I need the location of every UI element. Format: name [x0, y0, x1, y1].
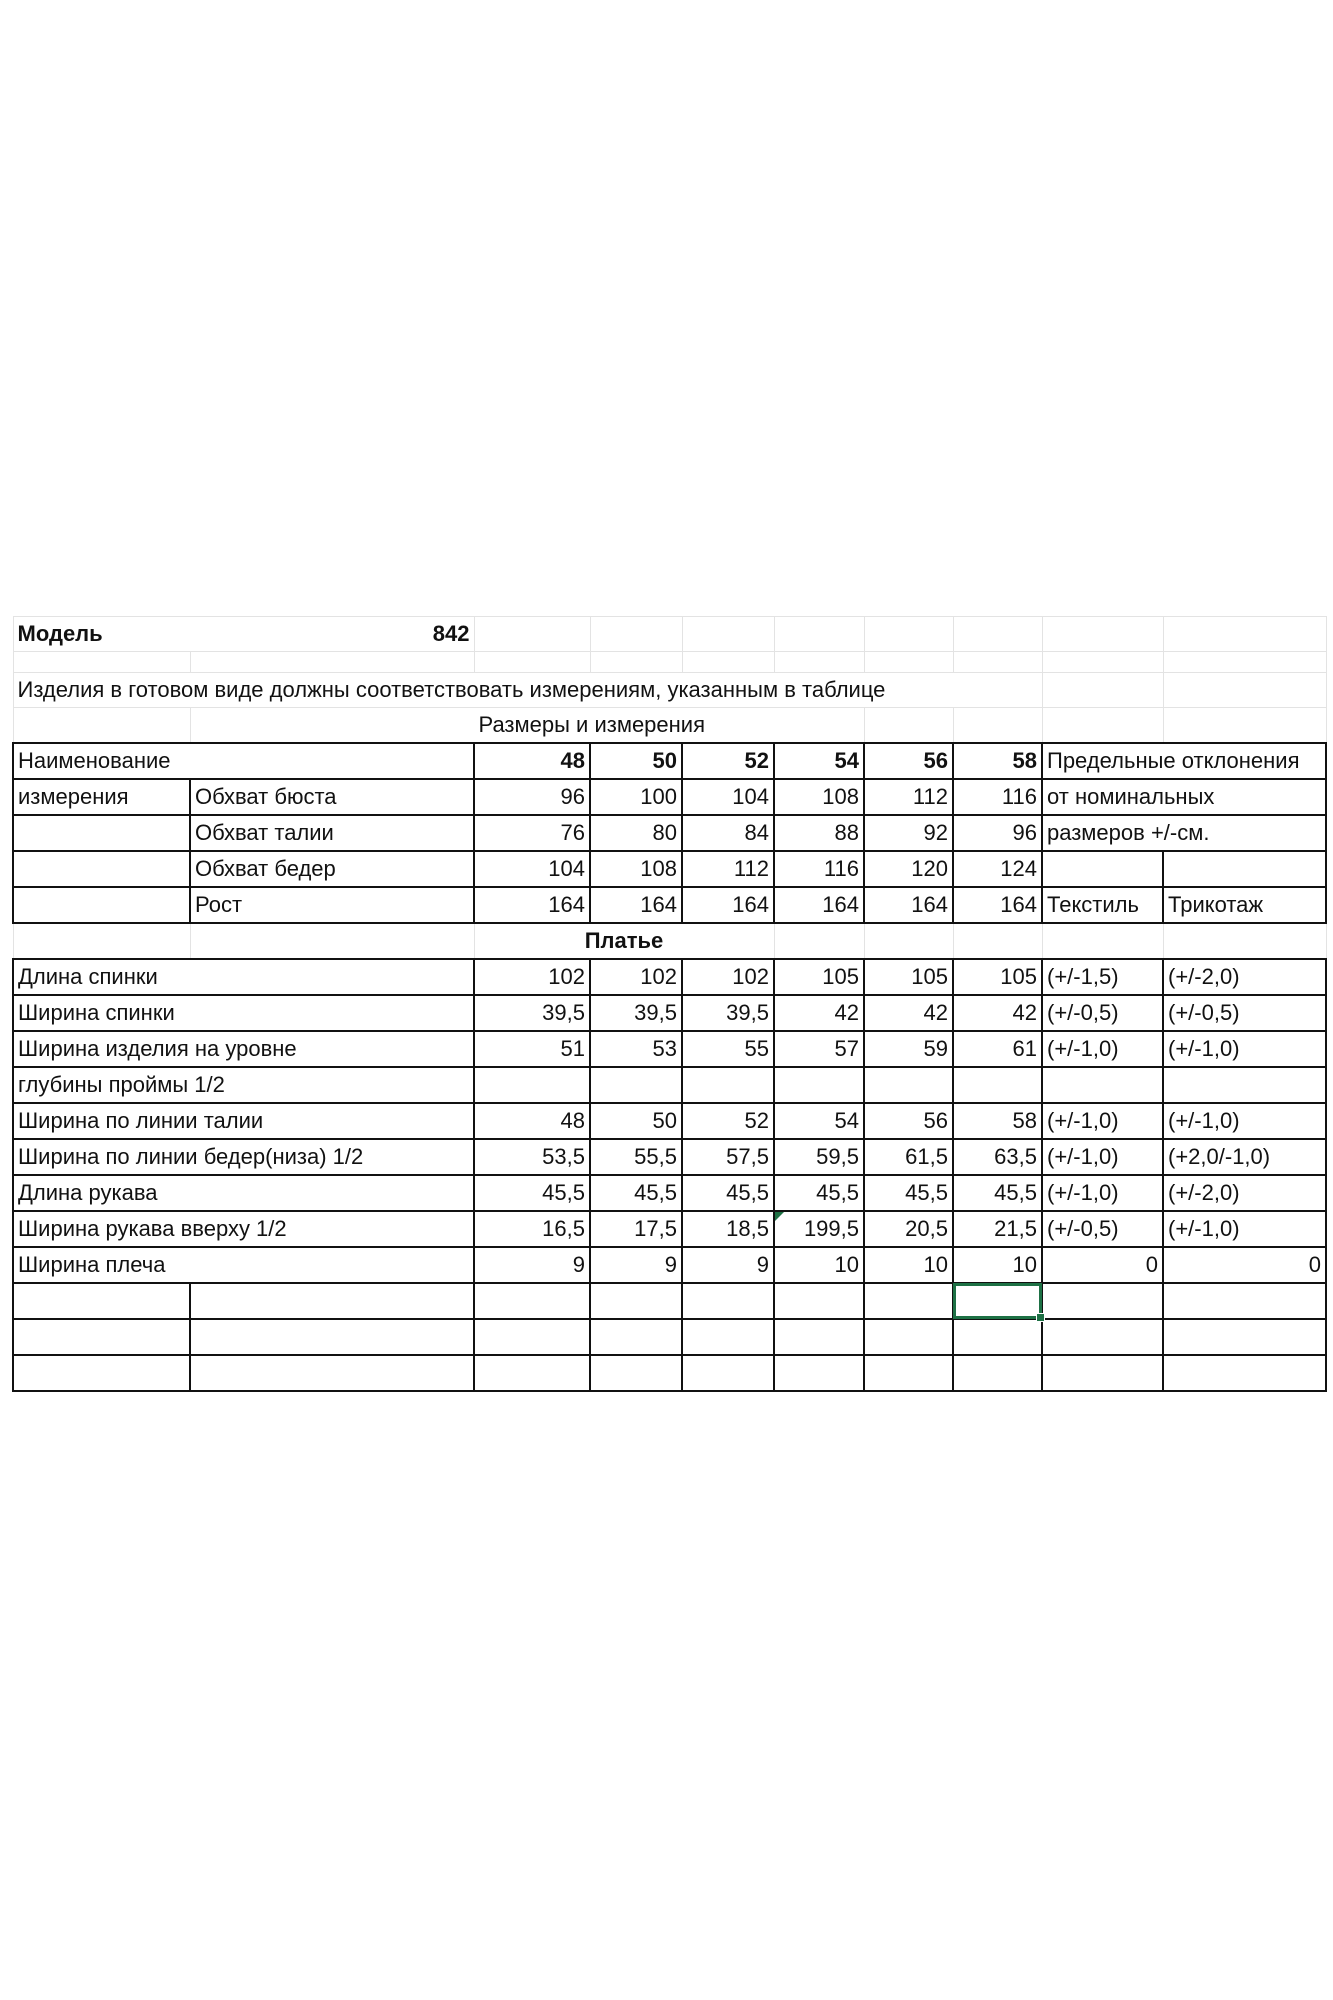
value-cell[interactable]: [953, 1067, 1042, 1103]
name-label-2[interactable]: измерения: [13, 779, 190, 815]
value-cell[interactable]: 39,5: [590, 995, 682, 1031]
cell[interactable]: [1042, 1319, 1163, 1355]
value-cell[interactable]: 17,5: [590, 1211, 682, 1247]
value-cell[interactable]: 39,5: [682, 995, 774, 1031]
cell[interactable]: [1042, 617, 1163, 652]
value-cell[interactable]: 45,5: [774, 1175, 864, 1211]
cell[interactable]: [590, 617, 682, 652]
size-54[interactable]: 54: [774, 743, 864, 779]
value-cell[interactable]: 20,5: [864, 1211, 953, 1247]
cell[interactable]: [590, 1319, 682, 1355]
cell[interactable]: [13, 708, 190, 744]
cell[interactable]: [864, 652, 953, 673]
cell[interactable]: [682, 652, 774, 673]
product-title[interactable]: Платье: [474, 923, 774, 959]
cell[interactable]: [474, 1355, 590, 1391]
cell[interactable]: [474, 1319, 590, 1355]
cell[interactable]: [864, 1355, 953, 1391]
cell[interactable]: [864, 1319, 953, 1355]
name-label[interactable]: Наименование: [13, 743, 190, 779]
value-cell[interactable]: 112: [682, 851, 774, 887]
value-cell-flagged[interactable]: 199,5: [774, 1211, 864, 1247]
value-cell[interactable]: 164: [864, 887, 953, 923]
value-cell[interactable]: 18,5: [682, 1211, 774, 1247]
value-cell[interactable]: 42: [953, 995, 1042, 1031]
value-cell[interactable]: [864, 1067, 953, 1103]
cell[interactable]: [13, 652, 190, 673]
product-row-label[interactable]: Ширина по линии бедер(низа) 1/2: [13, 1139, 474, 1175]
value-cell[interactable]: 59,5: [774, 1139, 864, 1175]
value-cell[interactable]: 102: [474, 959, 590, 995]
cell[interactable]: [190, 1319, 474, 1355]
cell[interactable]: [13, 1319, 190, 1355]
model-row: [13, 617, 1326, 652]
value-cell[interactable]: 164: [774, 887, 864, 923]
cell[interactable]: [1163, 1283, 1326, 1319]
model-value[interactable]: 842: [190, 617, 474, 652]
cell[interactable]: [953, 1319, 1042, 1355]
product-row-label[interactable]: Ширина по линии талии: [13, 1103, 474, 1139]
value-cell[interactable]: 63,5: [953, 1139, 1042, 1175]
intro-text[interactable]: Изделия в готовом виде должны соответствовать измерениям, указанным в таблице: [13, 673, 1042, 708]
cell[interactable]: [590, 1355, 682, 1391]
cell[interactable]: [953, 923, 1042, 959]
cell[interactable]: [1042, 708, 1163, 744]
size-52[interactable]: 52: [682, 743, 774, 779]
cell[interactable]: [1163, 923, 1326, 959]
value-cell[interactable]: 105: [953, 959, 1042, 995]
value-cell[interactable]: 9: [590, 1247, 682, 1283]
cell[interactable]: [864, 708, 953, 744]
knit-tolerance[interactable]: (+/-1,0): [1163, 1211, 1326, 1247]
textile-tolerance[interactable]: (+/-1,0): [1042, 1139, 1163, 1175]
cell[interactable]: [13, 1355, 190, 1391]
cell[interactable]: [774, 1283, 864, 1319]
product-row: [13, 1067, 1326, 1103]
cell[interactable]: [13, 1283, 190, 1319]
textile-tolerance[interactable]: (+/-0,5): [1042, 995, 1163, 1031]
textile-tolerance[interactable]: 0: [1042, 1247, 1163, 1283]
textile-tolerance[interactable]: (+/-1,0): [1042, 1031, 1163, 1067]
cell[interactable]: [1042, 851, 1163, 887]
cell[interactable]: [864, 1283, 953, 1319]
product-row: [13, 1247, 1326, 1283]
product-row: [13, 1175, 1326, 1211]
section-title-row: [13, 708, 1326, 744]
knit-tolerance[interactable]: 0: [1163, 1247, 1326, 1283]
value-cell[interactable]: 53,5: [474, 1139, 590, 1175]
product-row-label[interactable]: глубины проймы 1/2: [13, 1067, 474, 1103]
value-cell[interactable]: 59: [864, 1031, 953, 1067]
value-cell[interactable]: 56: [864, 1103, 953, 1139]
value-cell[interactable]: 9: [474, 1247, 590, 1283]
cell[interactable]: [1163, 708, 1326, 744]
cell[interactable]: [190, 1247, 474, 1283]
cell[interactable]: [1042, 652, 1163, 673]
cell[interactable]: [13, 887, 190, 923]
value-cell[interactable]: 105: [864, 959, 953, 995]
cell[interactable]: [1163, 652, 1326, 673]
intro-row: [13, 673, 1326, 708]
value-cell[interactable]: 76: [474, 815, 590, 851]
knit-tolerance[interactable]: (+/-1,0): [1163, 1031, 1326, 1067]
product-title-row: [13, 923, 1326, 959]
value-cell[interactable]: 92: [864, 815, 953, 851]
value-cell[interactable]: 104: [682, 779, 774, 815]
value-cell[interactable]: 100: [590, 779, 682, 815]
knit-tolerance[interactable]: [1163, 1067, 1326, 1103]
cell[interactable]: [474, 1283, 590, 1319]
value-cell[interactable]: 116: [774, 851, 864, 887]
product-row: [13, 1103, 1326, 1139]
value-cell[interactable]: 10: [953, 1247, 1042, 1283]
section-title[interactable]: Размеры и измерения: [474, 708, 864, 744]
cell[interactable]: [590, 652, 682, 673]
body-row-label[interactable]: Обхват бюста: [190, 779, 474, 815]
cell[interactable]: [190, 1355, 474, 1391]
body-row: [13, 779, 1326, 815]
knit-tolerance[interactable]: (+/-0,5): [1163, 995, 1326, 1031]
knit-tolerance[interactable]: (+/-2,0): [1163, 959, 1326, 995]
empty-row: [13, 1355, 1326, 1391]
cell[interactable]: [682, 1319, 774, 1355]
cell[interactable]: [774, 923, 864, 959]
cell[interactable]: [864, 617, 953, 652]
body-row-label[interactable]: Рост: [190, 887, 474, 923]
value-cell[interactable]: 164: [953, 887, 1042, 923]
value-cell[interactable]: 45,5: [864, 1175, 953, 1211]
cell[interactable]: [682, 617, 774, 652]
value-cell[interactable]: 42: [864, 995, 953, 1031]
value-cell[interactable]: 52: [682, 1103, 774, 1139]
knit-tolerance[interactable]: (+/-1,0): [1163, 1103, 1326, 1139]
value-cell[interactable]: 50: [590, 1103, 682, 1139]
cell[interactable]: [1163, 1355, 1326, 1391]
body-row-label[interactable]: Обхват талии: [190, 815, 474, 851]
size-48[interactable]: 48: [474, 743, 590, 779]
tolerance-header-3[interactable]: размеров +/-см.: [1042, 815, 1326, 851]
product-row-label[interactable]: Ширина спинки: [13, 995, 474, 1031]
body-row: [13, 887, 1326, 923]
cell[interactable]: [13, 815, 190, 851]
product-row-label[interactable]: Длина рукава: [13, 1175, 190, 1211]
value-cell[interactable]: 112: [864, 779, 953, 815]
cell[interactable]: [13, 851, 190, 887]
value-cell[interactable]: [590, 1067, 682, 1103]
tolerance-header-1[interactable]: Предельные отклонения: [1042, 743, 1326, 779]
product-row-label[interactable]: Длина спинки: [13, 959, 190, 995]
value-cell[interactable]: 45,5: [953, 1175, 1042, 1211]
body-row-label[interactable]: Обхват бедер: [190, 851, 474, 887]
model-label[interactable]: Модель: [13, 617, 190, 652]
cell[interactable]: [190, 959, 474, 995]
textile-tolerance[interactable]: (+/-0,5): [1042, 1211, 1163, 1247]
cell[interactable]: [1163, 617, 1326, 652]
textile-header[interactable]: Текстиль: [1042, 887, 1163, 923]
cell[interactable]: [190, 743, 474, 779]
cell[interactable]: [682, 1355, 774, 1391]
cell[interactable]: [190, 923, 474, 959]
cell[interactable]: [1163, 673, 1326, 708]
cell[interactable]: [590, 1283, 682, 1319]
body-row: [13, 851, 1326, 887]
value-cell[interactable]: 16,5: [474, 1211, 590, 1247]
value-cell[interactable]: 124: [953, 851, 1042, 887]
size-58[interactable]: 58: [953, 743, 1042, 779]
value-cell[interactable]: 84: [682, 815, 774, 851]
value-cell[interactable]: 164: [590, 887, 682, 923]
knit-tolerance[interactable]: (+/-2,0): [1163, 1175, 1326, 1211]
value-cell[interactable]: 55: [682, 1031, 774, 1067]
value-cell[interactable]: 42: [774, 995, 864, 1031]
header-row: [13, 743, 1326, 779]
textile-tolerance[interactable]: (+/-1,0): [1042, 1103, 1163, 1139]
cell[interactable]: [774, 652, 864, 673]
value-cell[interactable]: 10: [774, 1247, 864, 1283]
value-cell[interactable]: 116: [953, 779, 1042, 815]
value-cell[interactable]: 102: [682, 959, 774, 995]
product-row: [13, 1031, 1326, 1067]
size-50[interactable]: 50: [590, 743, 682, 779]
value-cell[interactable]: 88: [774, 815, 864, 851]
value-cell[interactable]: 96: [474, 779, 590, 815]
cell[interactable]: [953, 617, 1042, 652]
value-cell[interactable]: 61,5: [864, 1139, 953, 1175]
cell[interactable]: [774, 617, 864, 652]
value-cell[interactable]: 57,5: [682, 1139, 774, 1175]
value-cell[interactable]: 108: [590, 851, 682, 887]
cell[interactable]: [13, 923, 190, 959]
value-cell[interactable]: 164: [682, 887, 774, 923]
value-cell[interactable]: 39,5: [474, 995, 590, 1031]
cell[interactable]: [190, 652, 474, 673]
cell[interactable]: [953, 1355, 1042, 1391]
value-cell[interactable]: 108: [774, 779, 864, 815]
cell[interactable]: [1042, 1355, 1163, 1391]
size-56[interactable]: 56: [864, 743, 953, 779]
product-row: [13, 995, 1326, 1031]
cell[interactable]: [1163, 851, 1326, 887]
value-cell[interactable]: [682, 1067, 774, 1103]
cell[interactable]: [1042, 1283, 1163, 1319]
knit-tolerance[interactable]: (+2,0/-1,0): [1163, 1139, 1326, 1175]
value-cell[interactable]: 48: [474, 1103, 590, 1139]
value-cell[interactable]: 51: [474, 1031, 590, 1067]
knit-header[interactable]: Трикотаж: [1163, 887, 1326, 923]
value-cell[interactable]: 45,5: [590, 1175, 682, 1211]
value-cell[interactable]: [474, 1067, 590, 1103]
empty-row: [13, 652, 1326, 673]
value-cell[interactable]: 164: [474, 887, 590, 923]
spreadsheet-grid: [12, 616, 1327, 1392]
value-cell[interactable]: 105: [774, 959, 864, 995]
cell[interactable]: [953, 708, 1042, 744]
value-cell[interactable]: 53: [590, 1031, 682, 1067]
empty-row: [13, 1283, 1326, 1319]
value-cell[interactable]: 57: [774, 1031, 864, 1067]
empty-row: [13, 1319, 1326, 1355]
cell[interactable]: [190, 1283, 474, 1319]
product-row-label[interactable]: Ширина изделия на уровне: [13, 1031, 474, 1067]
value-cell[interactable]: [774, 1067, 864, 1103]
cell[interactable]: [774, 1319, 864, 1355]
value-cell[interactable]: 45,5: [682, 1175, 774, 1211]
cell[interactable]: [190, 1175, 474, 1211]
value-cell[interactable]: 58: [953, 1103, 1042, 1139]
selected-cell[interactable]: [953, 1283, 1042, 1319]
cell[interactable]: [1163, 1319, 1326, 1355]
cell[interactable]: [864, 923, 953, 959]
value-cell[interactable]: 80: [590, 815, 682, 851]
product-row-label[interactable]: Ширина рукава вверху 1/2: [13, 1211, 474, 1247]
value-cell[interactable]: 61: [953, 1031, 1042, 1067]
product-row: [13, 1139, 1326, 1175]
value-cell[interactable]: 45,5: [474, 1175, 590, 1211]
cell[interactable]: [1042, 923, 1163, 959]
cell[interactable]: [682, 1283, 774, 1319]
cell[interactable]: [953, 652, 1042, 673]
cell[interactable]: [1042, 673, 1163, 708]
textile-tolerance[interactable]: [1042, 1067, 1163, 1103]
value-cell[interactable]: 102: [590, 959, 682, 995]
value-cell[interactable]: 96: [953, 815, 1042, 851]
textile-tolerance[interactable]: (+/-1,5): [1042, 959, 1163, 995]
textile-tolerance[interactable]: (+/-1,0): [1042, 1175, 1163, 1211]
value-cell[interactable]: 54: [774, 1103, 864, 1139]
tolerance-header-2[interactable]: от номинальных: [1042, 779, 1326, 815]
body-row: [13, 815, 1326, 851]
value-cell[interactable]: 10: [864, 1247, 953, 1283]
cell[interactable]: [474, 617, 590, 652]
cell[interactable]: [190, 708, 474, 744]
product-row: [13, 1211, 1326, 1247]
cell[interactable]: [474, 652, 590, 673]
value-cell[interactable]: 104: [474, 851, 590, 887]
product-row: [13, 959, 1326, 995]
value-cell[interactable]: 120: [864, 851, 953, 887]
value-cell[interactable]: 9: [682, 1247, 774, 1283]
cell[interactable]: [774, 1355, 864, 1391]
product-row-label[interactable]: Ширина плеча: [13, 1247, 190, 1283]
value-cell[interactable]: 55,5: [590, 1139, 682, 1175]
value-cell[interactable]: 21,5: [953, 1211, 1042, 1247]
